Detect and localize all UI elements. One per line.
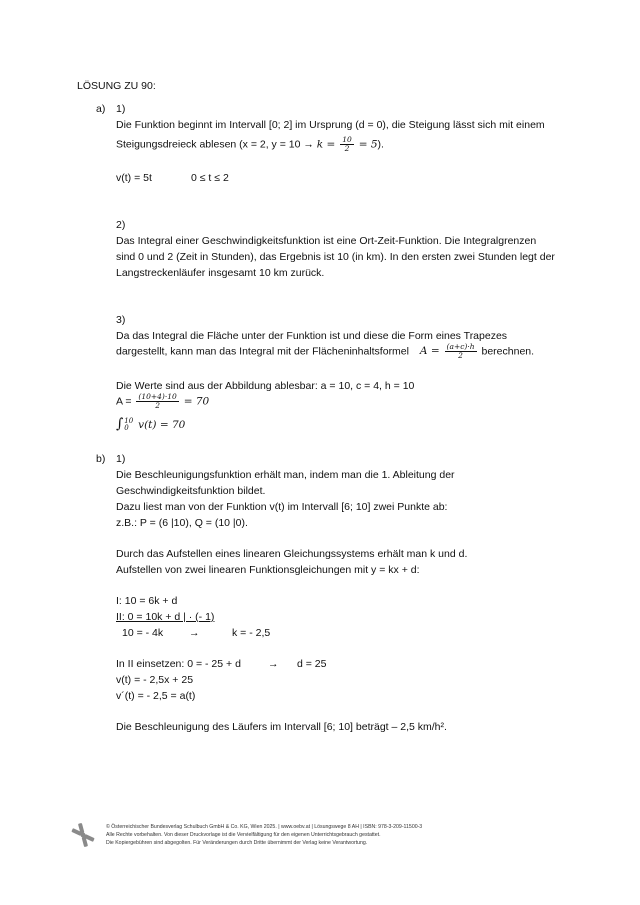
slope-fraction-numerator: 10 xyxy=(342,135,352,144)
part-a-sub3-text-2 xyxy=(116,343,534,360)
velocity-function-b: v(t) = - 2,5x + 25 xyxy=(116,674,194,686)
part-a-sub1-number: 1) xyxy=(116,103,126,115)
part-a-sub1-text-2 xyxy=(116,136,384,153)
part-a-sub3-text-1: Da das Integral die Fläche unter der Funktion ist und diese die Form eines Trapezes xyxy=(116,330,508,342)
substitution-result: d = 25 xyxy=(297,658,327,670)
slope-text: Steigungsdreieck ablesen (x = 2, y = 10 → xyxy=(116,138,314,151)
trapezoid-text-end: berechnen. xyxy=(481,345,535,358)
area-calc-fraction xyxy=(136,393,178,410)
footer-rights: Alle Rechte vorbehalten. Von dieser Druckvorlage ist die Vervielfältigung für den eigenen Unterrichtsgebrauch gestattet. xyxy=(106,832,381,838)
area-calc-numerator: (10+4)·10 xyxy=(138,392,177,401)
part-a-sub2-text-1: Das Integral einer Geschwindigkeitsfunktion ist eine Ort-Zeit-Funktion. Die Integralgrenzen xyxy=(116,235,537,247)
integral-limits xyxy=(124,418,133,432)
area-calculation xyxy=(116,393,209,410)
slope-fraction-denominator: 2 xyxy=(344,144,350,153)
part-a-sub2-text-2: sind 0 und 2 (Zeit in Stunden), das Ergebnis ist 10 (in km). In den ersten zwei Stunden legt der xyxy=(116,251,555,263)
page-heading: LÖSUNG ZU 90: xyxy=(77,80,156,92)
acceleration-conclusion: Die Beschleunigung des Läufers im Intervall [6; 10] beträgt – 2,5 km/h². xyxy=(116,721,447,733)
equation-2: II: 0 = 10k + d | · (- 1) xyxy=(116,611,215,623)
integral-expression xyxy=(116,418,185,432)
publisher-logo-icon xyxy=(70,822,96,848)
slope-result: = 5 xyxy=(358,138,378,151)
slope-fraction xyxy=(340,136,354,153)
substitution-text: In II einsetzen: 0 = - 25 + d xyxy=(116,658,241,670)
part-b-text-1: Die Beschleunigungsfunktion erhält man, indem man die 1. Ableitung der xyxy=(116,469,455,481)
area-formula-numerator: (a+c)·h xyxy=(446,342,475,351)
part-b-text-3: Dazu liest man von der Funktion v(t) im Intervall [6; 10] zwei Punkte ab: xyxy=(116,501,448,513)
integral-sign-icon: ∫ xyxy=(116,416,124,432)
part-b-text-5: Durch das Aufstellen eines linearen Gleichungssystems erhält man k und d. xyxy=(116,548,468,560)
slope-k-variable: k = xyxy=(316,138,336,151)
trapezoid-values: Die Werte sind aus der Abbildung ablesbar: a = 10, c = 4, h = 10 xyxy=(116,380,415,392)
equation-3-arrow-icon: → xyxy=(189,627,200,639)
part-a-sub3-number: 3) xyxy=(116,314,126,326)
equation-3-result: k = - 2,5 xyxy=(232,627,271,639)
part-a-sub2-text-3: Langstreckenläufer insgesamt 10 km zurück. xyxy=(116,267,325,279)
footer-copyright: © Österreichischer Bundesverlag Schulbuch GmbH & Co. KG, Wien 2025. | www.oebv.at | Lösungswege 8 AH | ISBN: 978-3-209-11500-3 xyxy=(106,824,423,830)
velocity-domain: 0 ≤ t ≤ 2 xyxy=(191,172,229,184)
part-a-sub1-text-1: Die Funktion beginnt im Intervall [0; 2] im Ursprung (d = 0), die Steigung lässt sich mit einem xyxy=(116,119,545,131)
area-formula-denominator: 2 xyxy=(458,351,463,360)
area-calc-result: = 70 xyxy=(183,395,210,408)
trapezoid-text: dargestellt, kann man das Integral mit der Flächeninhaltsformel xyxy=(116,345,409,358)
slope-text-end: ). xyxy=(377,138,384,151)
area-formula-fraction xyxy=(445,343,477,360)
integral-lower-limit: 0 xyxy=(124,424,129,433)
part-b-text-2: Geschwindigkeitsfunktion bildet. xyxy=(116,485,266,497)
velocity-function: v(t) = 5t xyxy=(116,172,152,184)
integral-upper-limit: 10 xyxy=(124,417,134,426)
part-a-label: a) xyxy=(96,103,106,115)
equation-3-lhs: 10 = - 4k xyxy=(122,627,164,639)
part-b-label: b) xyxy=(96,453,106,465)
substitution-arrow-icon: → xyxy=(268,658,279,670)
footer-fees: Die Kopiergebühren sind abgegolten. Für Veränderungen durch Dritte übernimmt der Verlag keine Verantwortung. xyxy=(106,840,368,846)
area-calc-lhs: A = xyxy=(116,395,132,408)
acceleration-function: v´(t) = - 2,5 = a(t) xyxy=(116,690,196,702)
part-b-text-4: z.B.: P = (6 |10), Q = (10 |0). xyxy=(116,517,248,529)
part-b-number: 1) xyxy=(116,453,126,465)
equation-1: I: 10 = 6k + d xyxy=(116,595,178,607)
area-variable: A = xyxy=(419,345,440,358)
part-b-text-6: Aufstellen von zwei linearen Funktionsgleichungen mit y = kx + d: xyxy=(116,564,420,576)
part-a-sub2-number: 2) xyxy=(116,219,126,231)
area-calc-denominator: 2 xyxy=(155,401,160,410)
integral-body: v(t) = 70 xyxy=(138,419,186,431)
